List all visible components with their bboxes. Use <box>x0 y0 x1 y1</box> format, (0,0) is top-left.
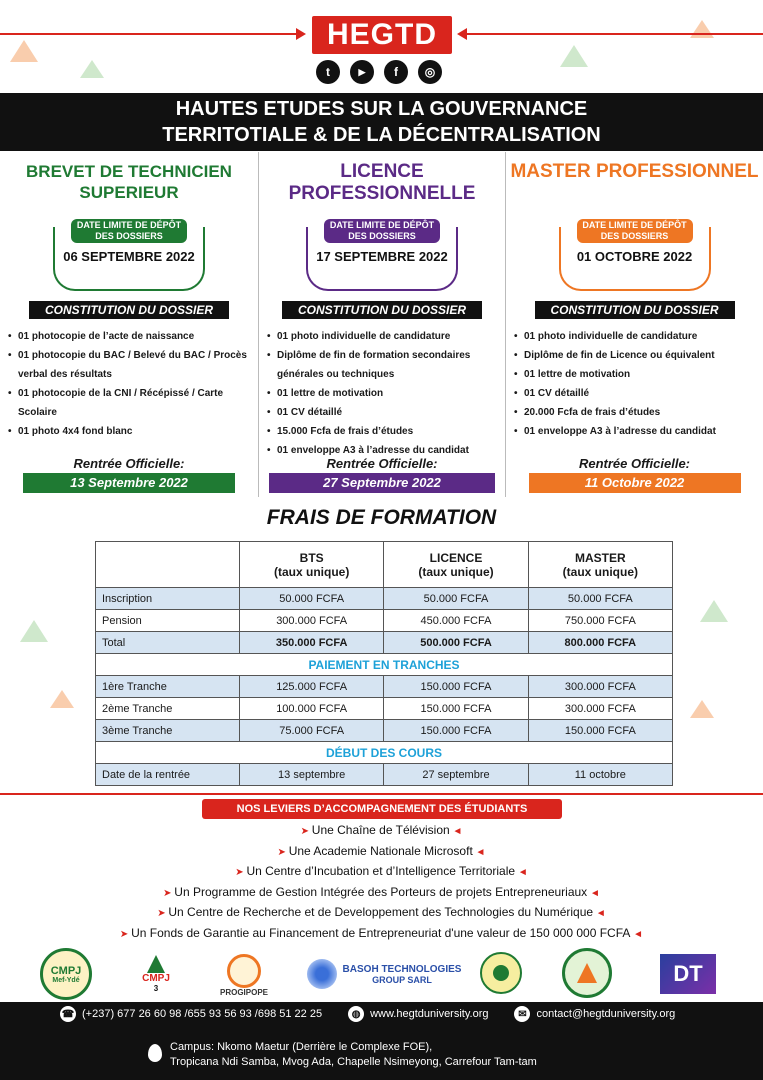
constitution-header: CONSTITUTION DU DOSSIER <box>282 301 482 319</box>
partner-logos <box>0 946 763 1002</box>
row-label: 1ère Tranche <box>96 676 240 698</box>
location-pin-icon <box>148 1044 162 1062</box>
table-header-cell: BTS (taux unique) <box>240 542 384 588</box>
arrow-left-icon: ◄ <box>630 928 644 940</box>
program-title: LICENCE PROFESSIONNELLE <box>288 161 476 204</box>
list-item: • 01 photo 4x4 fond blanc <box>8 422 252 441</box>
list-item: • 01 photo individuelle de candidature <box>267 327 499 346</box>
arrow-left-icon: ◄ <box>449 826 463 837</box>
program-bts <box>0 152 258 497</box>
list-item: • 01 CV détaillé <box>267 403 499 422</box>
cmpj3-logo: CMPJ 3 <box>136 950 176 998</box>
school-banner <box>0 93 763 151</box>
leviers-title: NOS LEVIERS D’ACCOMPAGNEMENT DES ÉTUDIANTS <box>202 799 562 819</box>
table-row <box>96 610 673 632</box>
agriculture-logo <box>562 948 612 998</box>
table-row <box>96 698 673 720</box>
table-cell: 100.000 FCFA <box>240 698 384 720</box>
table-cell: 150.000 FCFA <box>384 720 528 742</box>
table-section-row <box>96 742 673 764</box>
list-item: • Diplôme de fin de formation secondaires générales ou techniques <box>267 346 499 384</box>
basoh-technologies-logo: BASOH TECHNOLOGIES GROUP SARL <box>304 952 464 996</box>
program-title: MASTER PROFESSIONNEL <box>510 161 759 182</box>
table-header-cell <box>96 542 240 588</box>
row-label: Inscription <box>96 588 240 610</box>
address-block <box>148 1040 537 1070</box>
list-item: • 01 photocopie de l’acte de naissance <box>8 327 252 346</box>
facebook-icon[interactable]: f <box>384 60 408 84</box>
table-cell: 11 octobre <box>528 764 672 786</box>
arrow-right-icon: ➤ <box>300 826 312 837</box>
deadline-date: 06 SEPTEMBRE 2022 <box>63 249 195 264</box>
constitution-header: CONSTITUTION DU DOSSIER <box>535 301 735 319</box>
contact-row <box>60 1006 675 1022</box>
rentree-block <box>0 456 258 493</box>
email-icon: ✉ <box>514 1006 530 1022</box>
table-row <box>96 588 673 610</box>
table-cell: 13 septembre <box>240 764 384 786</box>
youtube-icon[interactable]: ▶ <box>350 60 374 84</box>
arrow-left-icon: ◄ <box>587 887 600 899</box>
list-item: ➤ Un Centre de Recherche et de Developpement des Technologies du Numérique ◄ <box>157 905 606 920</box>
list-item: • 20.000 Fcfa de frais d’études <box>514 403 757 422</box>
deadline-tag: DATE LIMITE DE DÉPÔT DES DOSSIERS <box>577 219 693 243</box>
list-item: • 01 photo individuelle de candidature <box>514 327 757 346</box>
fees-table <box>95 541 673 786</box>
rentree-label: Rentrée Officielle: <box>326 456 438 471</box>
table-cell: 300.000 FCFA <box>528 676 672 698</box>
table-section-row <box>96 654 673 676</box>
arrow-left-icon: ◄ <box>472 846 486 858</box>
rentree-date: 13 Septembre 2022 <box>23 473 235 493</box>
table-row <box>96 764 673 786</box>
table-cell: 150.000 FCFA <box>384 698 528 720</box>
list-item: • 01 photocopie du BAC / Belevé du BAC / Procès verbal des résultats <box>8 346 252 384</box>
list-item: • 01 photocopie de la CNI / Récépissé / Carte Scolaire <box>8 384 252 422</box>
table-cell: 450.000 FCFA <box>384 610 528 632</box>
twitter-icon[interactable]: t <box>316 60 340 84</box>
list-item: ➤ Une Chaîne de Télévision ◄ <box>300 823 463 837</box>
program-licence <box>258 152 506 497</box>
address-line-1: Campus: Nkomo Maetur (Derrière le Complexe FOE), <box>170 1041 433 1053</box>
website-link[interactable]: www.hegtduniversity.org <box>370 1008 489 1020</box>
table-cell: 125.000 FCFA <box>240 676 384 698</box>
phone-numbers[interactable]: (+237) 677 26 60 98 /655 93 56 93 /698 51 22 25 <box>82 1008 323 1020</box>
fees-title: FRAIS DE FORMATION <box>266 506 497 529</box>
row-label: Total <box>96 632 240 654</box>
arrow-left-icon: ◄ <box>593 908 606 920</box>
deadline-tag: DATE LIMITE DE DÉPÔT DES DOSSIERS <box>324 219 440 243</box>
arrow-right-icon: ➤ <box>277 846 289 858</box>
header-line-left <box>0 33 300 35</box>
rentree-date: 11 Octobre 2022 <box>529 473 741 493</box>
arrow-right-icon: ➤ <box>157 908 169 920</box>
ministry-seal-logo <box>480 952 522 994</box>
footer <box>0 1002 763 1080</box>
banner-line-2: TERRITOTIALE & DE LA DÉCENTRALISATION <box>162 124 601 146</box>
hegtd-logo[interactable]: HEGTD <box>312 16 452 54</box>
table-row <box>96 676 673 698</box>
rentree-label: Rentrée Officielle: <box>578 456 691 471</box>
rentree-block <box>259 456 505 493</box>
table-cell: 50.000 FCFA <box>528 588 672 610</box>
list-item: • 01 CV détaillé <box>514 384 757 403</box>
list-item: ➤ Un Centre d’Incubation et d’Intelligence Territoriale ◄ <box>235 864 528 879</box>
list-item: ➤ Un Programme de Gestion Intégrée des Porteurs de projets Entrepreneuriaux ◄ <box>163 884 600 899</box>
arrow-right-icon: ➤ <box>235 867 247 879</box>
dt-television-logo: DT <box>660 954 716 994</box>
deadline-box <box>559 220 711 291</box>
list-item: • Diplôme de fin de Licence ou équivalent <box>514 346 757 365</box>
deadline-tag: DATE LIMITE DE DÉPÔT DES DOSSIERS <box>71 219 187 243</box>
header-arrow-left-icon <box>296 28 306 40</box>
section-title-debut: DÉBUT DES COURS <box>96 742 673 764</box>
section-divider <box>0 793 763 795</box>
arrow-left-icon: ◄ <box>515 867 528 879</box>
row-label: 3ème Tranche <box>96 720 240 742</box>
table-cell: 300.000 FCFA <box>240 610 384 632</box>
requirements-list <box>0 319 258 441</box>
table-cell: 500.000 FCFA <box>384 632 528 654</box>
table-cell: 800.000 FCFA <box>528 632 672 654</box>
list-item: • 01 lettre de motivation <box>267 384 499 403</box>
arrow-right-icon: ➤ <box>163 887 175 899</box>
leviers-list <box>0 821 763 945</box>
list-item: • 01 lettre de motivation <box>514 365 757 384</box>
header-line-right <box>463 33 763 35</box>
deadline-date: 01 OCTOBRE 2022 <box>576 249 693 264</box>
requirements-list <box>506 319 763 441</box>
list-item: • 15.000 Fcfa de frais d’études <box>267 422 499 441</box>
table-row-total <box>96 632 673 654</box>
table-cell: 150.000 FCFA <box>384 676 528 698</box>
table-cell: 50.000 FCFA <box>240 588 384 610</box>
rentree-label: Rentrée Officielle: <box>73 456 185 471</box>
table-header-row <box>96 542 673 588</box>
table-row <box>96 720 673 742</box>
row-label: Pension <box>96 610 240 632</box>
progipope-logo: PROGIPOPE <box>214 948 274 1002</box>
table-cell: 75.000 FCFA <box>240 720 384 742</box>
program-master <box>506 152 763 497</box>
table-cell: 150.000 FCFA <box>528 720 672 742</box>
deadline-box <box>306 220 458 291</box>
row-label: Date de la rentrée <box>96 764 240 786</box>
globe-icon: ◍ <box>348 1006 364 1022</box>
banner-line-1: HAUTES ETUDES SUR LA GOUVERNANCE <box>175 98 588 120</box>
table-cell: 750.000 FCFA <box>528 610 672 632</box>
section-title-tranches: PAIEMENT EN TRANCHES <box>96 654 673 676</box>
cmpj-logo: CMPJ Mef-Ydé <box>40 948 92 1000</box>
table-cell: 350.000 FCFA <box>240 632 384 654</box>
program-title: BREVET DE TECHNICIEN SUPERIEUR <box>26 162 232 202</box>
phone-icon: ☎ <box>60 1006 76 1022</box>
table-cell: 50.000 FCFA <box>384 588 528 610</box>
requirements-list <box>259 319 505 460</box>
deadline-date: 17 SEPTEMBRE 2022 <box>316 249 448 264</box>
row-label: 2ème Tranche <box>96 698 240 720</box>
instagram-icon[interactable]: ◎ <box>418 60 442 84</box>
list-item: ➤ Un Fonds de Garantie au Financement de Entrepreneuriat d'une valeur de 150 000 000 FCFA ◄ <box>119 925 644 940</box>
list-item: • 01 enveloppe A3 à l’adresse du candidat <box>267 441 499 460</box>
rentree-date: 27 Septembre 2022 <box>269 473 495 493</box>
constitution-header: CONSTITUTION DU DOSSIER <box>29 301 229 319</box>
list-item: ➤ Une Academie Nationale Microsoft ◄ <box>277 843 486 858</box>
table-header-cell: MASTER (taux unique) <box>528 542 672 588</box>
rentree-block <box>506 456 763 493</box>
email-link[interactable]: contact@hegtduniversity.org <box>536 1008 676 1020</box>
table-cell: 300.000 FCFA <box>528 698 672 720</box>
list-item: • 01 enveloppe A3 à l’adresse du candidat <box>514 422 757 441</box>
table-cell: 27 septembre <box>384 764 528 786</box>
social-links <box>316 60 442 84</box>
address-line-2: Tropicana Ndi Samba, Mvog Ada, Chapelle Nsimeyong, Carrefour Tam-tam <box>170 1056 537 1068</box>
table-header-cell: LICENCE (taux unique) <box>384 542 528 588</box>
arrow-right-icon: ➤ <box>119 928 132 940</box>
deadline-box <box>53 220 205 291</box>
